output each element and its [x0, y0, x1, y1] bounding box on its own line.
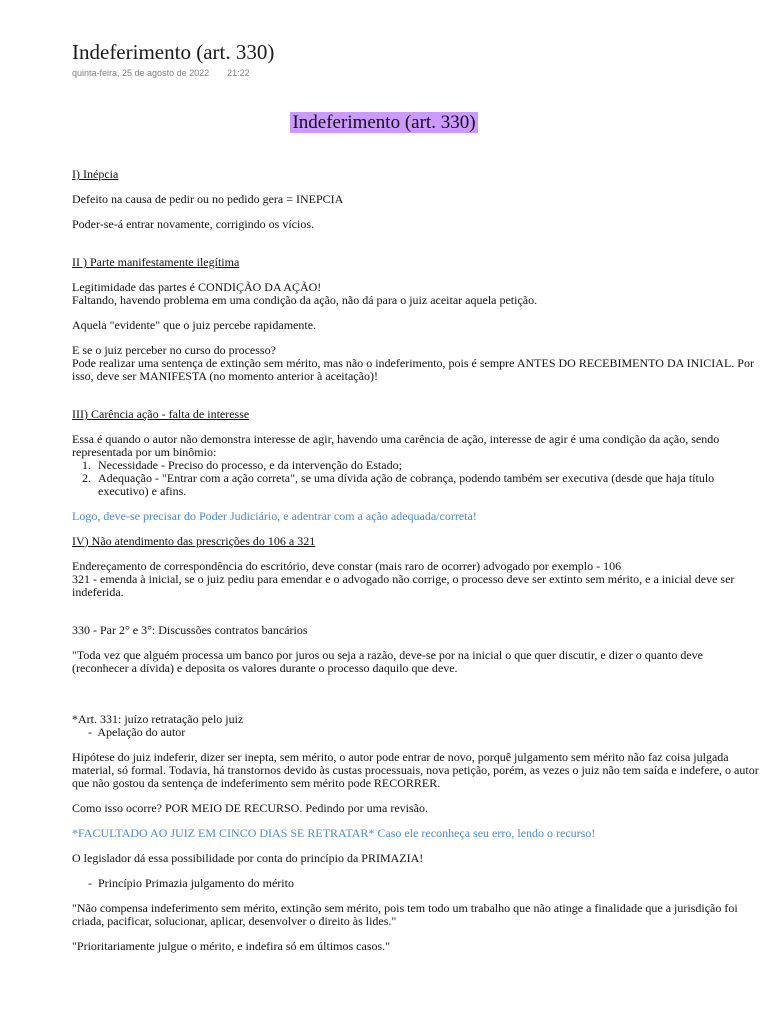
- page-time: 21:22: [227, 68, 250, 78]
- list-item: - Princípio Primazia julgamento do mérito: [88, 877, 762, 890]
- paragraph: Como isso ocorre? POR MEIO DE RECURSO. Pedindo por uma revisão.: [72, 801, 428, 815]
- paragraph: Faltando, havendo problema em uma condição da ação, não dá para o juiz aceitar aquela petição.: [72, 293, 538, 307]
- page-date: quinta-feira, 25 de agosto de 2022: [72, 68, 210, 78]
- paragraph: "Prioritariamente julgue o mérito, e indefira só em últimos casos.": [72, 939, 391, 953]
- paragraph: O legislador dá essa possibilidade por conta do princípio da PRIMAZIA!: [72, 851, 424, 865]
- paragraph: "Não compensa indeferimento sem mérito, extinção sem mérito, pois tem todo um trabalho que não atinge a finalidade que a jurisdição foi criada, pacificar, solucionar, aplicar, desenvolver o direito às lides.": [72, 901, 738, 928]
- highlight-note: *FACULTADO AO JUIZ EM CINCO DIAS SE RETRATAR* Caso ele reconheça seu erro, lendo o recurso!: [72, 826, 596, 840]
- paragraph: Legitimidade das partes é CONDIÇÃO DA AÇÃO!: [72, 280, 322, 294]
- dash-list: [72, 877, 762, 890]
- paragraph: "Toda vez que alguém processa um banco por juros ou seja a razão, deve-se por na inicial o que quer discutir, e dizer o quanto deve (reconhecer a dívida) e deposita os valores durante o processo daquilo que deve.: [72, 648, 704, 675]
- section-retratacao-title: *Art. 331: juízo retratação pelo juiz: [72, 712, 244, 726]
- paragraph: Hipótese do juiz indeferir, dizer ser inepta, sem mérito, o autor pode entrar de novo, porquê julgamento sem mérito não faz coisa julgada material, só formal. Todavia, há transtornos devido às custas processuais, nova petição, porém, as vezes o juiz não tem saída e indefere, o autor que não gostou da sentença de indeferimento sem mérito pode RECORRER.: [72, 750, 759, 790]
- section-carencia-title: III) Carência ação - falta de interesse: [72, 407, 250, 421]
- section-ilegitima-title: II ) Parte manifestamente ilegítima: [72, 255, 240, 269]
- page-title: Indeferimento (art. 330): [72, 40, 275, 64]
- paragraph: E se o juiz perceber no curso do processo?: [72, 343, 276, 357]
- numbered-list: [72, 459, 762, 498]
- list-item: - Apelação do autor: [88, 726, 762, 739]
- section-inepcia-title: I) Inépcia: [72, 167, 119, 181]
- paragraph: Essa é quando o autor não demonstra interesse de agir, havendo uma carência de ação, interesse de agir é uma condição da ação, sendo representada por um binômio:: [72, 432, 720, 459]
- list-item: 2. Adequação - "Entrar com a ação correta", se uma dívida ação de cobrança, podendo também ser executiva (desde que haja título executivo) e afins.: [94, 472, 762, 498]
- paragraph: Endereçamento de correspondência do escritório, deve constar (mais raro de ocorrer) advogado por exemplo - 106: [72, 559, 622, 573]
- paragraph: Pode realizar uma sentença de extinção sem mérito, mas não o indeferimento, pois é sempre ANTES DO RECEBIMENTO DA INICIAL. Por isso, deve ser MANIFESTA (no momento anterior à aceitação)!: [72, 356, 754, 383]
- page-metadata: [72, 68, 250, 78]
- highlighted-heading: Indeferimento (art. 330): [292, 112, 476, 133]
- paragraph: 330 - Par 2° e 3°: Discussões contratos bancários: [72, 623, 308, 637]
- section-prescricoes-title: IV) Não atendimento das prescrições do 106 a 321: [72, 534, 316, 548]
- highlight-note: Logo, deve-se precisar do Poder Judiciário, e adentrar com a ação adequada/correta!: [72, 509, 477, 523]
- paragraph: 321 - emenda à inicial, se o juiz pediu para emendar e o advogado não corrige, o processo deve ser extinto sem mérito, e a inicial deve ser indeferida.: [72, 572, 735, 599]
- paragraph: Aquela "evidente" que o juiz percebe rapidamente.: [72, 318, 317, 332]
- document-heading: [0, 112, 768, 134]
- paragraph: Poder-se-á entrar novamente, corrigindo os vícios.: [72, 217, 315, 231]
- dash-list: [72, 726, 762, 739]
- list-item: 1. Necessidade - Preciso do processo, e da intervenção do Estado;: [94, 459, 762, 472]
- paragraph: Defeito na causa de pedir ou no pedido gera = INEPCIA: [72, 192, 344, 206]
- note-body: [72, 168, 762, 953]
